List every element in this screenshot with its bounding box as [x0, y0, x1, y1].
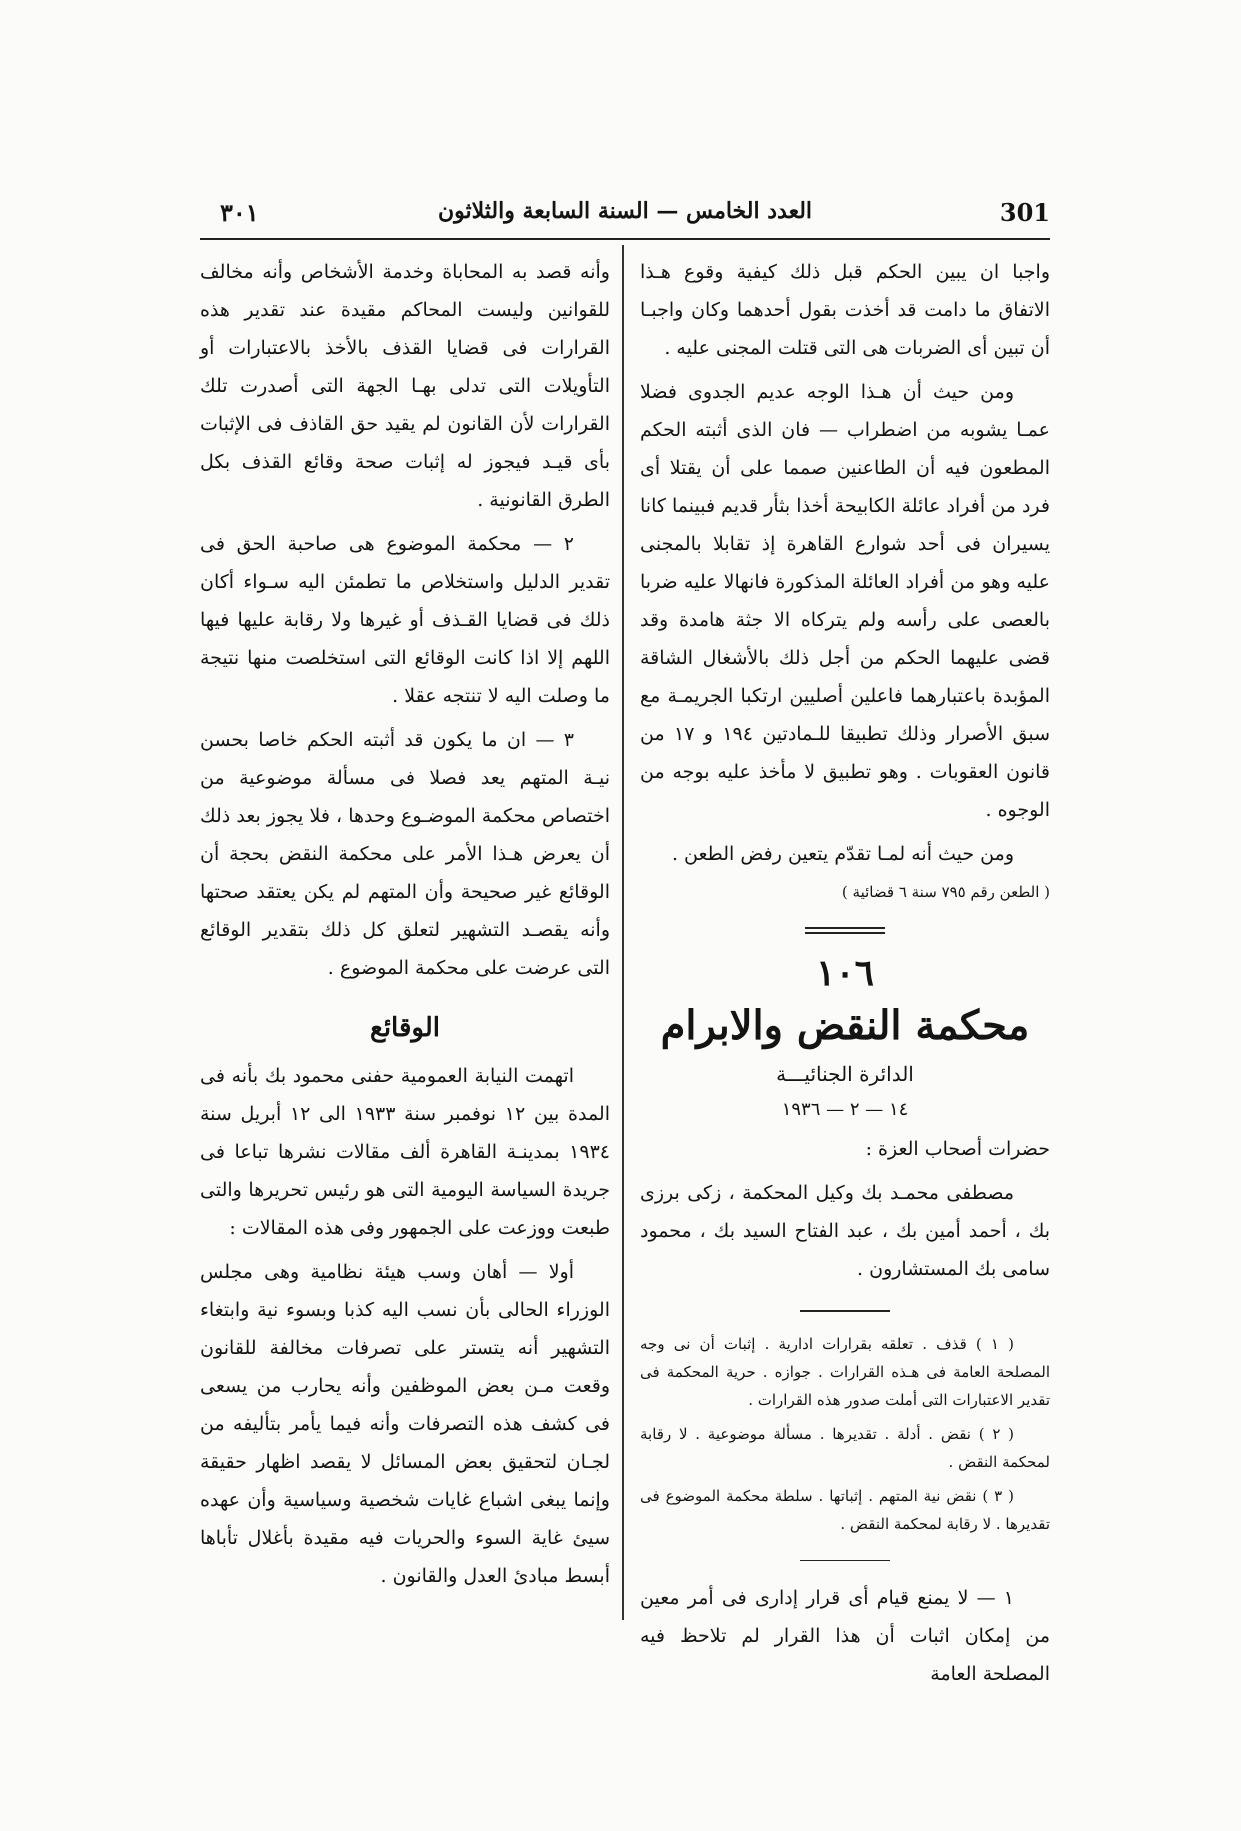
principle-paragraph: ١ — لا يمنع قيام أى قرار إدارى فى أمر معين من إمكان اثبات أن هذا القرار لم تلاحظ فيه المصلحة العامة	[640, 1587, 1050, 1685]
paragraph: أولا — أهان وسب هيئة نظامية وهى مجلس الوزراء الحالى بأن نسب اليه كذبا وبسوء نية وابتغاء التشهير أنه يتستر على تصرفات مخالفة للقانون وقعت مـن بعض الموظفين وأنه يحارب من يسعى فى كشف هذه التصرفات وأنه فيما يأمر بتأليفه من لجـان لتحقيق بعض المسائل لا يقصد اظهار حقيقة وإنما يبغى اشباع غايات شخصية وسياسية وأن عهده سيئ غاية السوء والحريات فيه مقيدة بأغلال تأباها أبسط مبادئ العدل والقانون .	[200, 1261, 610, 1587]
judges-intro: حضرات أصحاب العزة :	[865, 1138, 1050, 1160]
left-column	[200, 253, 610, 1601]
case-number: ١٠٦	[815, 952, 874, 994]
paragraph: ومن حيث أن هـذا الوجه عديم الجدوى فضلا عمـا يشوبه من اضطراب — فان الذى أثبته الحكم المطعون فيه أن الطاعنين صمما على أن يقتلا أى فرد من أفراد عائلة الكابيحة أخذا بثأر قديم فبينما كانا يسيران فى أحد شوارع القاهرة إذ تقابلا بالمجنى عليه وهو من أفراد العائلة المذكورة فانهالا عليه ضربا بالعصى على رأسه ولم يتركاه الا جثة هامدة وقد قضى عليهما الحكم من أجل ذلك بالأشغال الشاقة المؤبدة باعتبارهما فاعلين أصليين ارتكبا الجريمـة مع سبق الأصرار وذلك تطبيقا للـمادتين ١٩٤ و ١٧ من قانون العقوبات . وهو تطبيق لا مأخذ عليه بوجه من الوجوه .	[640, 381, 1050, 821]
session-date: ١٤ — ٢ — ١٩٣٦	[781, 1099, 909, 1120]
principle-paragraph: ٢ — محكمة الموضوع هى صاحبة الحق فى تقدير الدليل واستخلاص ما تطمئن اليه سـواء أكان ذلك فى قضايا القـذف أو غيرها ولا رقابة عليها فيها اللهم إلا اذا كانت الوقائع التى استخلصت منها نتيجة ما وصلت اليه لا تنتجه عقلا .	[200, 533, 610, 707]
section-rule	[800, 1560, 890, 1562]
page-number-latin: 301	[999, 198, 1050, 227]
right-column	[640, 253, 1050, 1699]
column-divider	[622, 245, 624, 1620]
section-rule	[800, 1310, 890, 1312]
case-citation: ( الطعن رقم ٧٩٥ سنة ٦ قضائية )	[841, 883, 1050, 901]
headnote: ( ٢ ) نقض . أدلة . تقديرها . مسألة موضوعية . لا رقابة لمحكمة النقض .	[640, 1424, 1050, 1471]
circuit-name: الدائرة الجنائيـــة	[776, 1062, 914, 1086]
double-rule	[805, 927, 885, 934]
page-number-arabic: ٣٠١	[220, 198, 259, 227]
principle-paragraph: ٣ — ان ما يكون قد أثبته الحكم خاصا بحسن نيـة المتهم يعد فصلا فى مسألة موضوعية من اختصاص محكمة الموضـوع وحدها ، فلا يجوز بعد ذلك أن يعرض هـذا الأمر على محكمة النقض بحجة أن الوقائع غير صحيحة وأن المتهم لم يكن يعتقد صحتها وأنه يقصـد التشهير لتعلق كل ذلك بتقدير الوقائع التى عرضت على محكمة الموضوع .	[200, 729, 610, 979]
judges-list: مصطفى محمـد بك وكيل المحكمة ، زكى برزى بك ، أحمد أمين بك ، عبد الفتاح السيد بك ، محمود سامى بك المستشارون .	[640, 1182, 1050, 1280]
headnote: ( ١ ) قذف . تعلقه بقرارات ادارية . إثبات أن نى وجه المصلحة العامة فى هـذه القرارات . جوازه . حرية المحكمة فى تقدير الاعتبارات التى أملت صدور هذه القرارات .	[640, 1334, 1050, 1409]
header-rule	[200, 238, 1050, 240]
headnote: ( ٣ ) نقض نية المتهم . إثباتها . سلطة محكمة الموضوع فى تقديرها . لا رقابة لمحكمة النقض .	[640, 1486, 1050, 1533]
paragraph: ومن حيث أنه لمـا تقدّم يتعين رفض الطعن .	[671, 843, 1014, 865]
paragraph: اتهمت النيابة العمومية حفنى محمود بك بأنه فى المدة بين ١٢ نوفمبر سنة ١٩٣٣ الى ١٢ أبريل سنة ١٩٣٤ بمدينـة القاهرة ألف مقالات نشرها تباعا فى جريدة السياسة اليومية التى هو رئيس تحريرها والتى طبعت ووزعت على الجمهور وفى هذه المقالات :	[200, 1065, 611, 1239]
page-header	[200, 198, 1050, 234]
issue-title: العدد الخامس — السنة السابعة والثلاثون	[437, 198, 813, 224]
paragraph: واجبا ان يبين الحكم قبل ذلك كيفية وقوع هـذا الاتفاق ما دامت قد أخذت بقول أحدهما وكان واجبـا أن تبين أى الضربات هى التى قتلت المجنى عليه .	[640, 261, 1050, 359]
court-name: محكمة النقض والابرام	[660, 1002, 1030, 1049]
facts-heading: الوقائع	[369, 1013, 440, 1043]
paragraph: وأنه قصد به المحاباة وخدمة الأشخاص وأنه مخالف للقوانين وليست المحاكم مقيدة عند تقدير هذه القرارات فى قضايا القذف بالأخذ بالاعتبارات أو التأويلات التى تدلى بهـا الجهة التى أصدرت تلك القرارات لأن القانون لم يقيد حق القاذف فى الإثبات بأى قيـد فيجوز له إثبات صحة وقائع القذف بكل الطرق القانونية .	[200, 261, 610, 511]
